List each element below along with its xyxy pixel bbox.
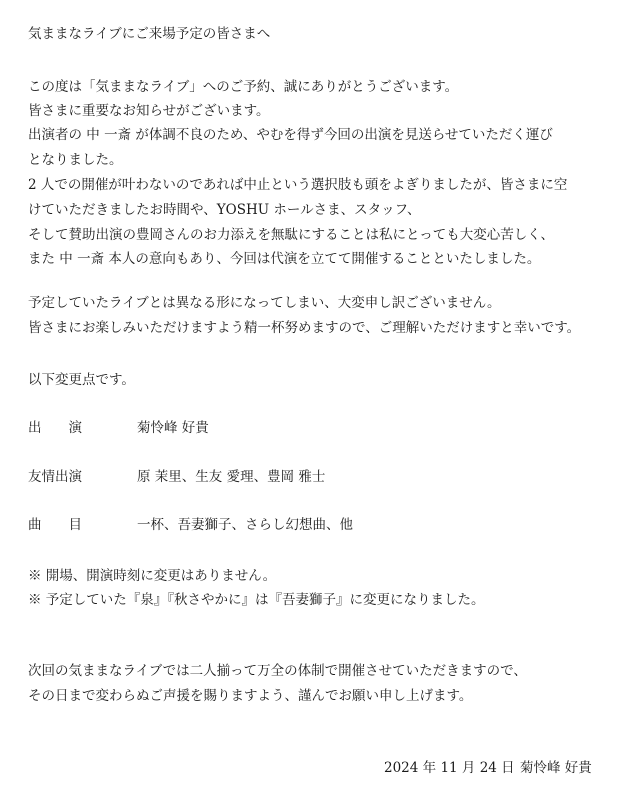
apology-line: 皆さまにお楽しみいただけますよう精一杯努めますので、ご理解いただけますと幸いです。 bbox=[28, 320, 581, 336]
salutation: 気ままなライブにご来場予定の皆さまへ bbox=[28, 26, 271, 42]
changes-heading: 以下変更点です。 bbox=[28, 372, 135, 388]
body-line: 出演者の 中 一斎 が体調不良のため、やむを得ず今回の出演を見送らせていただく運び bbox=[28, 127, 553, 143]
body-line: けていただきましたお時間や、YOSHU ホールさま、スタッフ、 bbox=[28, 202, 421, 218]
note-line: ※ 開場、開演時刻に変更はありません。 bbox=[28, 568, 277, 584]
body-line: そして賛助出演の豊岡さんのお力添えを無駄にすることは私にとっても大変心苦しく、 bbox=[28, 227, 554, 243]
change-label: 友情出演 bbox=[28, 469, 82, 485]
change-label: 出 演 bbox=[28, 420, 82, 436]
change-value: 菊怜峰 好貴 bbox=[137, 420, 209, 436]
body-line: 2 人での開催が叶わないのであれば中止という選択肢も頭をよぎりましたが、皆さまに空 bbox=[28, 177, 568, 193]
body-line: となりました。 bbox=[28, 152, 123, 168]
signature-date: 2024 年 11 月 24 日 bbox=[384, 760, 515, 776]
change-value: 一杯、吾妻獅子、さらし幻想曲、他 bbox=[137, 517, 353, 533]
note-line: ※ 予定していた『泉』『秋さやかに』は『吾妻獅子』に変更になりました。 bbox=[28, 592, 485, 608]
change-value: 原 茉里、生友 愛理、豊岡 雅士 bbox=[137, 469, 326, 485]
body-line: この度は「気ままなライブ」へのご予約、誠にありがとうございます。 bbox=[28, 79, 459, 95]
change-label: 曲 目 bbox=[28, 517, 82, 533]
apology-line: 予定していたライブとは異なる形になってしまい、大変申し訳ございません。 bbox=[28, 295, 501, 311]
body-line: また 中 一斎 本人の意向もあり、今回は代演を立てて開催することといたしました。 bbox=[28, 251, 541, 267]
body-line: 皆さまに重要なお知らせがございます。 bbox=[28, 103, 270, 119]
signature-name: 菊怜峰 好貴 bbox=[520, 760, 592, 776]
closing-line: その日まで変わらぬご声援を賜りますよう、謹んでお願い申し上げます。 bbox=[28, 688, 473, 704]
closing-line: 次回の気ままなライブでは二人揃って万全の体制で開催させていただきますので、 bbox=[28, 663, 527, 679]
